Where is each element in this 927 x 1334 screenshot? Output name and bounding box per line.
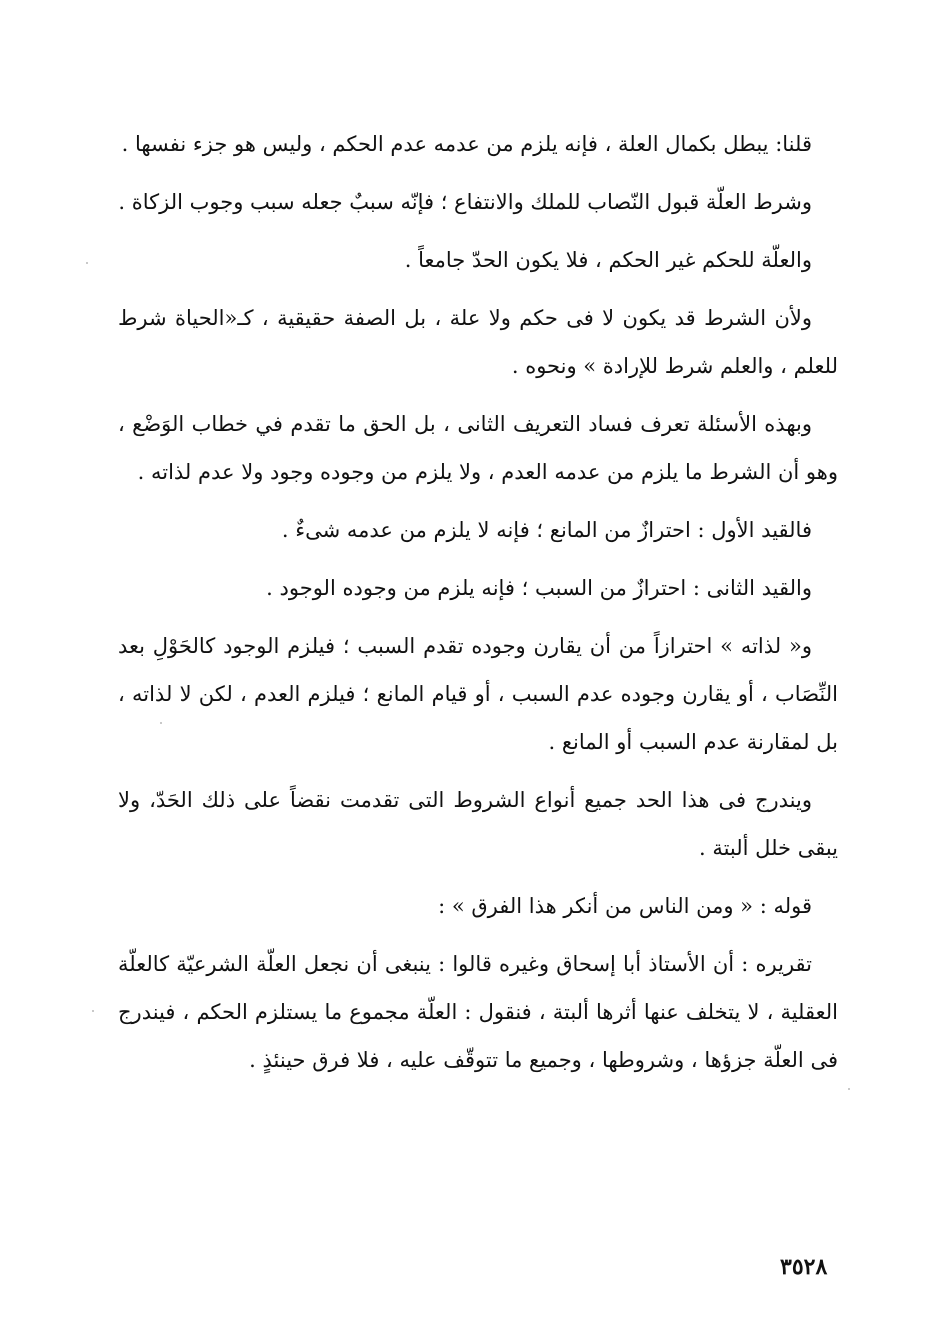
page-number: ٣٥٢٨: [780, 1254, 828, 1280]
scan-speck: [160, 722, 162, 724]
paragraph-9: ويندرج فى هذا الحد جميع أنواع الشروط التى تقدمت نقضاً على ذلك الحَدّ، ولا يبقى خلل ألبتة .: [118, 788, 838, 860]
body-text: [118, 120, 838, 1094]
paragraph-7: والقيد الثانى : احترازٌ من السبب ؛ فإنه يلزم من وجوده الوجود .: [266, 576, 812, 600]
paragraph-4: ولأن الشرط قد يكون لا فى حكم ولا علة ، بل الصفة حقيقية ، كـ«الحياة شرط للعلم ، والعلم شرط للإرادة » ونحوه .: [118, 306, 838, 378]
paragraph-3: والعلّة للحكم غير الحكم ، فلا يكون الحدّ جامعاً .: [404, 248, 812, 272]
paragraph-5: وبهذه الأسئلة تعرف فساد التعريف الثانى ، بل الحق ما تقدم في خطاب الوَضْع ، وهو أن الشرط ما يلزم من عدمه العدم ، ولا يلزم من وجوده وجود ولا عدم لذاته .: [118, 412, 838, 484]
paragraph-10: قوله : « ومن الناس من أنكر هذا الفرق » :: [438, 894, 812, 918]
paragraph-8: و« لذاته » احترازاً من أن يقارن وجوده تقدم السبب ؛ فيلزم الوجود كالحَوْلِ بعد النِّصَاب ، أو يقارن وجوده عدم السبب ، أو قيام المانع ؛ فيلزم العدم ، لكن لا لذاته ، بل لمقارنة عدم السبب أو المانع .: [118, 634, 838, 754]
paragraph-6: فالقيد الأول : احترازٌ من المانع ؛ فإنه لا يلزم من عدمه شىءٌ .: [281, 518, 812, 542]
paragraph-1: قلنا: يبطل بكمال العلة ، فإنه يلزم من عدمه عدم الحكم ، وليس هو جزء نفسها .: [121, 132, 812, 156]
scan-speck: [848, 1088, 850, 1090]
scan-speck: [92, 1010, 94, 1012]
paragraph-2: وشرط العلّة قبول النّصاب للملك والانتفاع ؛ فإنّه سببٌ جعله سبب وجوب الزكاة .: [118, 190, 812, 214]
paragraph-11: تقريره : أن الأستاذ أبا إسحاق وغيره قالوا : ينبغى أن نجعل العلّة الشرعيّة كالعلّة العقلية ، لا يتخلف عنها أثرها ألبتة ، فنقول : العلّة مجموع ما يستلزم الحكم ، فيندرج فى العلّة جزؤها ، وشروطها ، وجميع ما تتوقّف عليه ، فلا فرق حينئذٍ .: [118, 952, 838, 1072]
scan-speck: [86, 262, 88, 264]
